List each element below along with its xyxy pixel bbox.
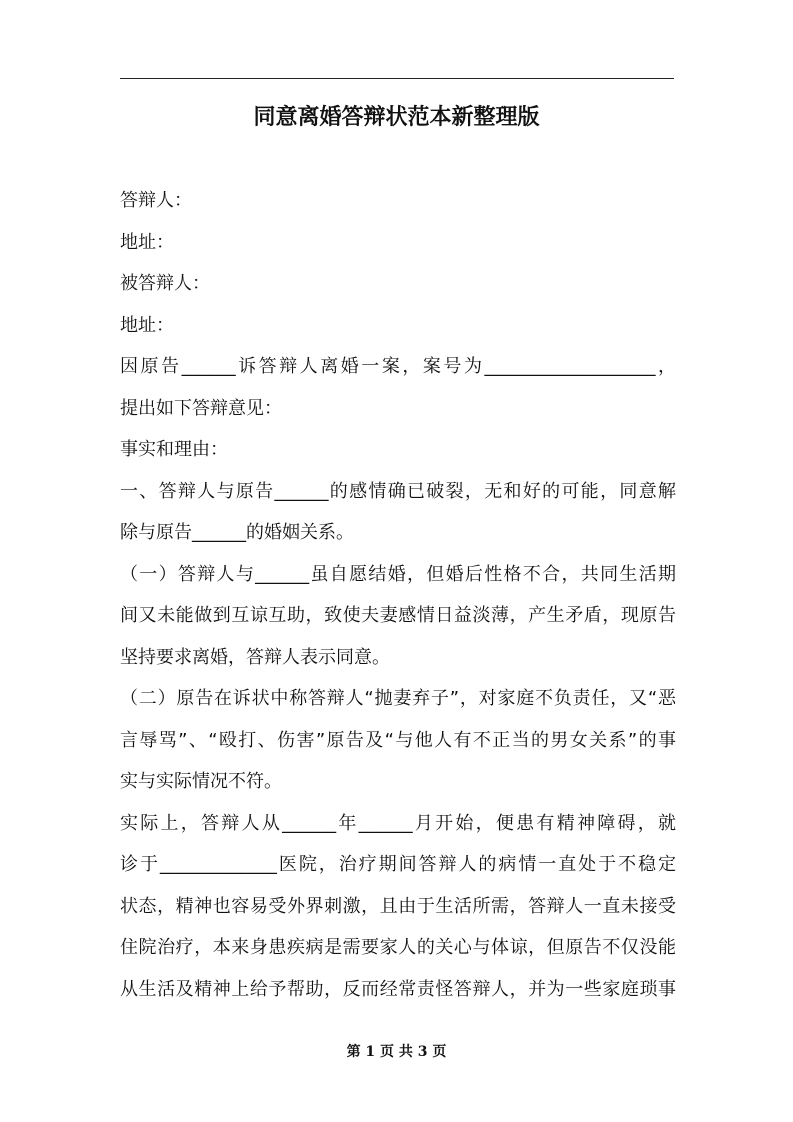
paragraph-line: 实际上，答辩人从______年______月开始，便患有精神障碍，就 <box>120 812 676 834</box>
paragraph-line: （二）原告在诉状中称答辩人“抛妻弃子”，对家庭不负责任，又“恶 <box>120 688 676 709</box>
line-respondent-address: 地址： <box>120 231 174 253</box>
line-facts-heading: 事实和理由： <box>120 439 228 460</box>
paragraph-line: 状态，精神也容易受外界刺激，且由于生活所需，答辩人一直未接受 <box>120 895 676 917</box>
paragraph-line: （一）答辩人与______虽自愿结婚，但婚后性格不合，共同生活期 <box>120 563 676 585</box>
paragraph-line: 从生活及精神上给予帮助，反而经常责怪答辩人，并为一些家庭琐事 <box>120 978 676 1000</box>
document-title: 同意离婚答辩状范本新整理版 <box>253 105 540 130</box>
paragraph-line: 除与原告______的婚姻关系。 <box>120 522 354 543</box>
paragraph-line: 实与实际情况不符。 <box>120 771 282 792</box>
document-body <box>120 180 676 1010</box>
line-case-intro: 因原告______诉答辩人离婚一案，案号为___________________， <box>120 356 676 377</box>
line-plaintiff: 被答辩人： <box>120 273 210 294</box>
paragraph-line: 言辱骂”、“殴打、伤害”原告及“与他人有不正当的男女关系”的事 <box>120 729 676 751</box>
line-plaintiff-address: 地址： <box>120 314 174 336</box>
paragraph-line: 住院治疗，本来身患疾病是需要家人的关心与体谅，但原告不仅没能 <box>120 937 676 958</box>
paragraph-line: 坚持要求离婚，答辩人表示同意。 <box>120 646 390 668</box>
paragraph-line: 诊于_____________医院，治疗期间答辩人的病情一直处于不稳定 <box>120 854 676 875</box>
page-number: 第 1 页 共 3 页 <box>346 1044 447 1060</box>
paragraph-line: 间又未能做到互谅互助，致使夫妻感情日益淡薄，产生矛盾，现原告 <box>120 605 676 626</box>
line-defense-opinion: 提出如下答辩意见： <box>120 397 282 419</box>
header-rule <box>120 78 674 79</box>
line-respondent: 答辩人： <box>120 190 192 211</box>
paragraph-line: 一、答辩人与原告______的感情确已破裂，无和好的可能，同意解 <box>120 480 676 502</box>
